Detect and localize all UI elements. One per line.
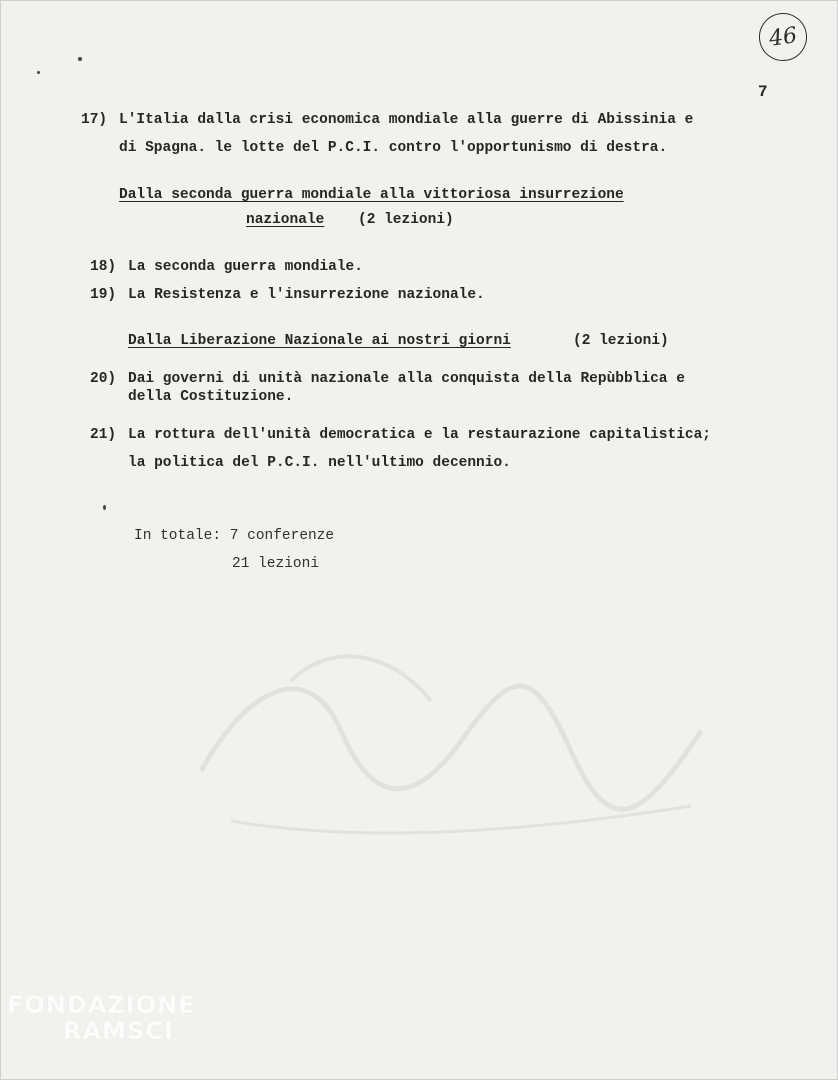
item-21-line-2: la politica del P.C.I. nell'ultimo decennio. [128,455,511,471]
item-20-line-1: Dai governi di unità nazionale alla conquista della Repùbblica e [128,371,685,387]
item-20-line-2: della Costituzione. [128,389,294,405]
ink-speck [103,505,106,510]
bleed-through-signature [171,621,731,861]
item-19-number: 19) [90,287,117,303]
item-17-line-1: L'Italia dalla crisi economica mondiale alla guerre di Abissinia e [119,112,694,128]
item-19-text: La Resistenza e l'insurrezione nazionale. [128,287,485,303]
item-21-line-1: La rottura dell'unità democratica e la restaurazione capitalistica; [128,427,711,443]
section-heading-line-2: nazionale [246,212,325,228]
section-lessons-count: (2 lezioni) [358,212,454,228]
section-lessons-count: (2 lezioni) [573,333,669,349]
item-20-number: 20) [90,371,117,387]
archive-number-stamp [756,10,810,64]
item-17-number: 17) [81,112,108,128]
ink-speck [37,71,40,74]
item-21-number: 21) [90,427,117,443]
section-heading-liberazione: Dalla Liberazione Nazionale ai nostri giorni [128,333,511,349]
page-number: 7 [758,83,768,101]
ink-speck [78,57,82,61]
archive-watermark [7,993,196,1043]
item-17-line-2: di Spagna. le lotte del P.C.I. contro l'opportunismo di destra. [119,140,668,156]
archive-number: 46 [767,22,799,52]
watermark-line-2: RAMSCI [63,1017,174,1045]
section-heading-line-1: Dalla seconda guerra mondiale alla vittoriosa insurrezione [119,187,624,203]
item-18-number: 18) [90,259,117,275]
totals-conferences: In totale: 7 conferenze [134,528,335,544]
watermark-line-1: FONDAZIONE [7,991,196,1019]
item-18-text: La seconda guerra mondiale. [128,259,363,275]
totals-lessons: 21 lezioni [232,556,320,572]
